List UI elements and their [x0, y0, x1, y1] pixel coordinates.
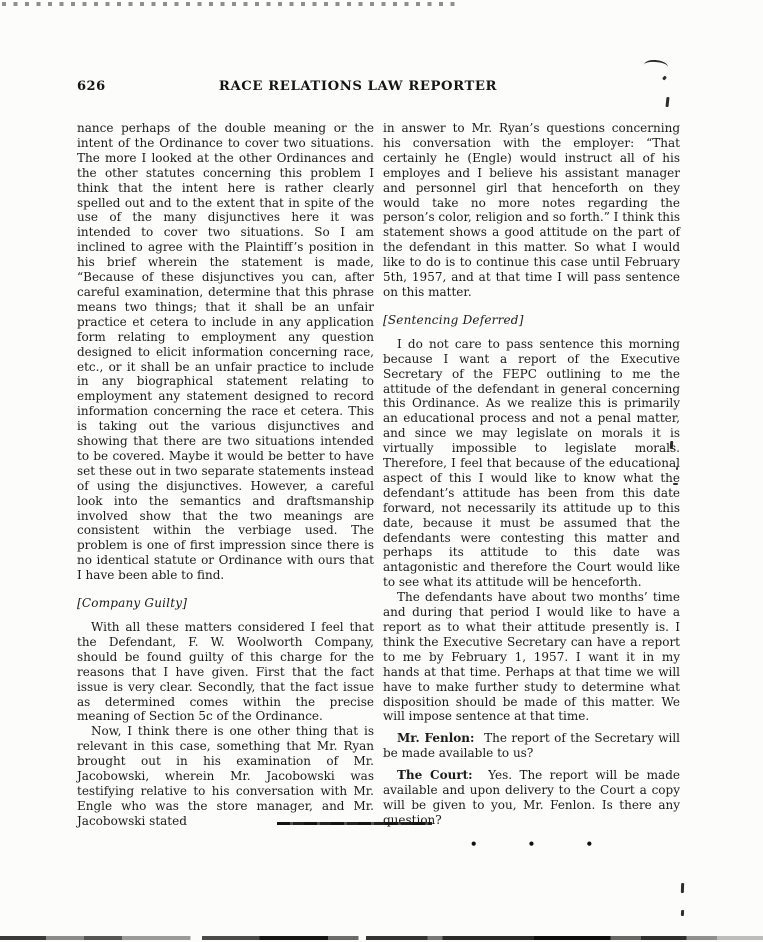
- section-heading-sentencing-deferred: [Sentencing Deferred]: [383, 312, 524, 327]
- page-number: 626: [77, 79, 106, 94]
- speaker-paragraph-fenlon: [383, 731, 680, 761]
- speaker-paragraph-court: [383, 768, 680, 828]
- speaker-name: The Court:: [397, 768, 473, 783]
- asterisk-separator: • • •: [469, 836, 617, 851]
- scan-artifact-speck: [681, 910, 684, 916]
- scan-artifact-pen-arc: [644, 59, 669, 72]
- page-title: RACE RELATIONS LAW REPORTER: [218, 79, 498, 94]
- speaker-text: The report of the Secretary will be made available to us?: [383, 731, 680, 761]
- scan-artifact-top-dotted-line: [2, 2, 458, 6]
- body-paragraph: I do not care to pass sentence this morning because I want a report of the Executive Secretary of the FEPC outlining to me the attitude of the defendant in general concerning this Ordinance. As we realize this is primarily an educational process and not a penal matter, and since we may legislate on morals it is virtually impossible to legislate morals. Therefore, I feel that because of the educational aspect of this I would like to know what the defendant’s attitude has been from this date forward, not necessarily its attitude up to this date, because it must be assumed that the defendants were contesting this matter and perhaps its attitude to this date was antagonistic and therefore the Court would like to see what its attitude will be henceforth.: [383, 336, 680, 590]
- body-paragraph-continuation: in answer to Mr. Ryan’s questions concerning his conversation with the employer: “That certainly he (Engle) would instruct all of his employes and I believe his assistant manager and personnel girl that henceforth on they would take no more notes regarding the person’s color, religion and so forth.” I think this statement shows a good attitude on the part of the defendant in this matter. So what I would like to do is to continue this case until February 5th, 1957, and at that time I will pass sentence on this matter.: [383, 121, 680, 299]
- page-header: [77, 79, 679, 97]
- section-heading-company-guilty: [Company Guilty]: [77, 596, 188, 611]
- scan-artifact-page-edge: [0, 936, 763, 940]
- left-column: [77, 121, 374, 829]
- body-paragraph: Now, I think there is one other thing that is relevant in this case, something that Mr. Ryan brought out in his examination of Mr. Jacobowski, wherein Mr. Jacobowski was testifying relative to his conversation with Mr. Engle who was the store manager, and Mr. Jacobowski stated: [77, 724, 374, 828]
- right-column: [383, 121, 680, 852]
- scan-artifact-apostrophe-mark: [681, 883, 684, 893]
- body-paragraph-continuation: nance perhaps of the double meaning or the intent of the Ordinance to cover two situations. The more I looked at the other Ordinances and the other statutes concerning this problem I think that the intent here is rather clearly spelled out and to the extent that in spite of the use of the many disjunctives here it was intended to cover two situations. So I am inclined to agree with the Plaintiff’s position in his brief wherein the statement is made, “Because of these disjunctives you can, after careful examination, determine that this phrase means two things; that it shall be an unfair practice et cetera to include in any application form relating to employment any question designed to elicit information concerning race, etc., or it shall be an unfair practice to include in any biographical statement relating to employment any statement designed to record information concerning the race et cetera. This is taking out the various disjunctives and showing that there are two situations intended to be covered. Maybe it would be better to have set these out in two separate statements instead of using the disjunctives. However, a careful look into the semantics and draftsmanship involved show that the two meanings are consistent within the verbiage used. The problem is one of first impression since there is no identical statute or Ordinance with ours that I have been able to find.: [77, 121, 374, 583]
- scan-artifact-apostrophe-mark: [665, 97, 669, 107]
- speaker-text: Yes. The report will be made available and upon delivery to the Court a copy will be given to you, Mr. Fenlon. Is there any question?: [383, 768, 680, 827]
- body-paragraph: With all these matters considered I feel that the Defendant, F. W. Woolworth Company, should be found guilty of this charge for the reasons that I have given. First that the fact issue is very clear. Secondly, that the fact issue as determined comes within the precise meaning of Section 5c of the Ordinance.: [77, 620, 374, 724]
- body-paragraph: The defendants have about two months’ time and during that period I would like to have a report as to what their attitude presently is. I think the Executive Secretary can have a report to me by February 1, 1957. I want it in my hands at that time. Perhaps at that time we will have to make further study to determine what disposition should be made of this matter. We will impose sentence at that time.: [383, 590, 680, 724]
- speaker-name: Mr. Fenlon:: [397, 731, 475, 746]
